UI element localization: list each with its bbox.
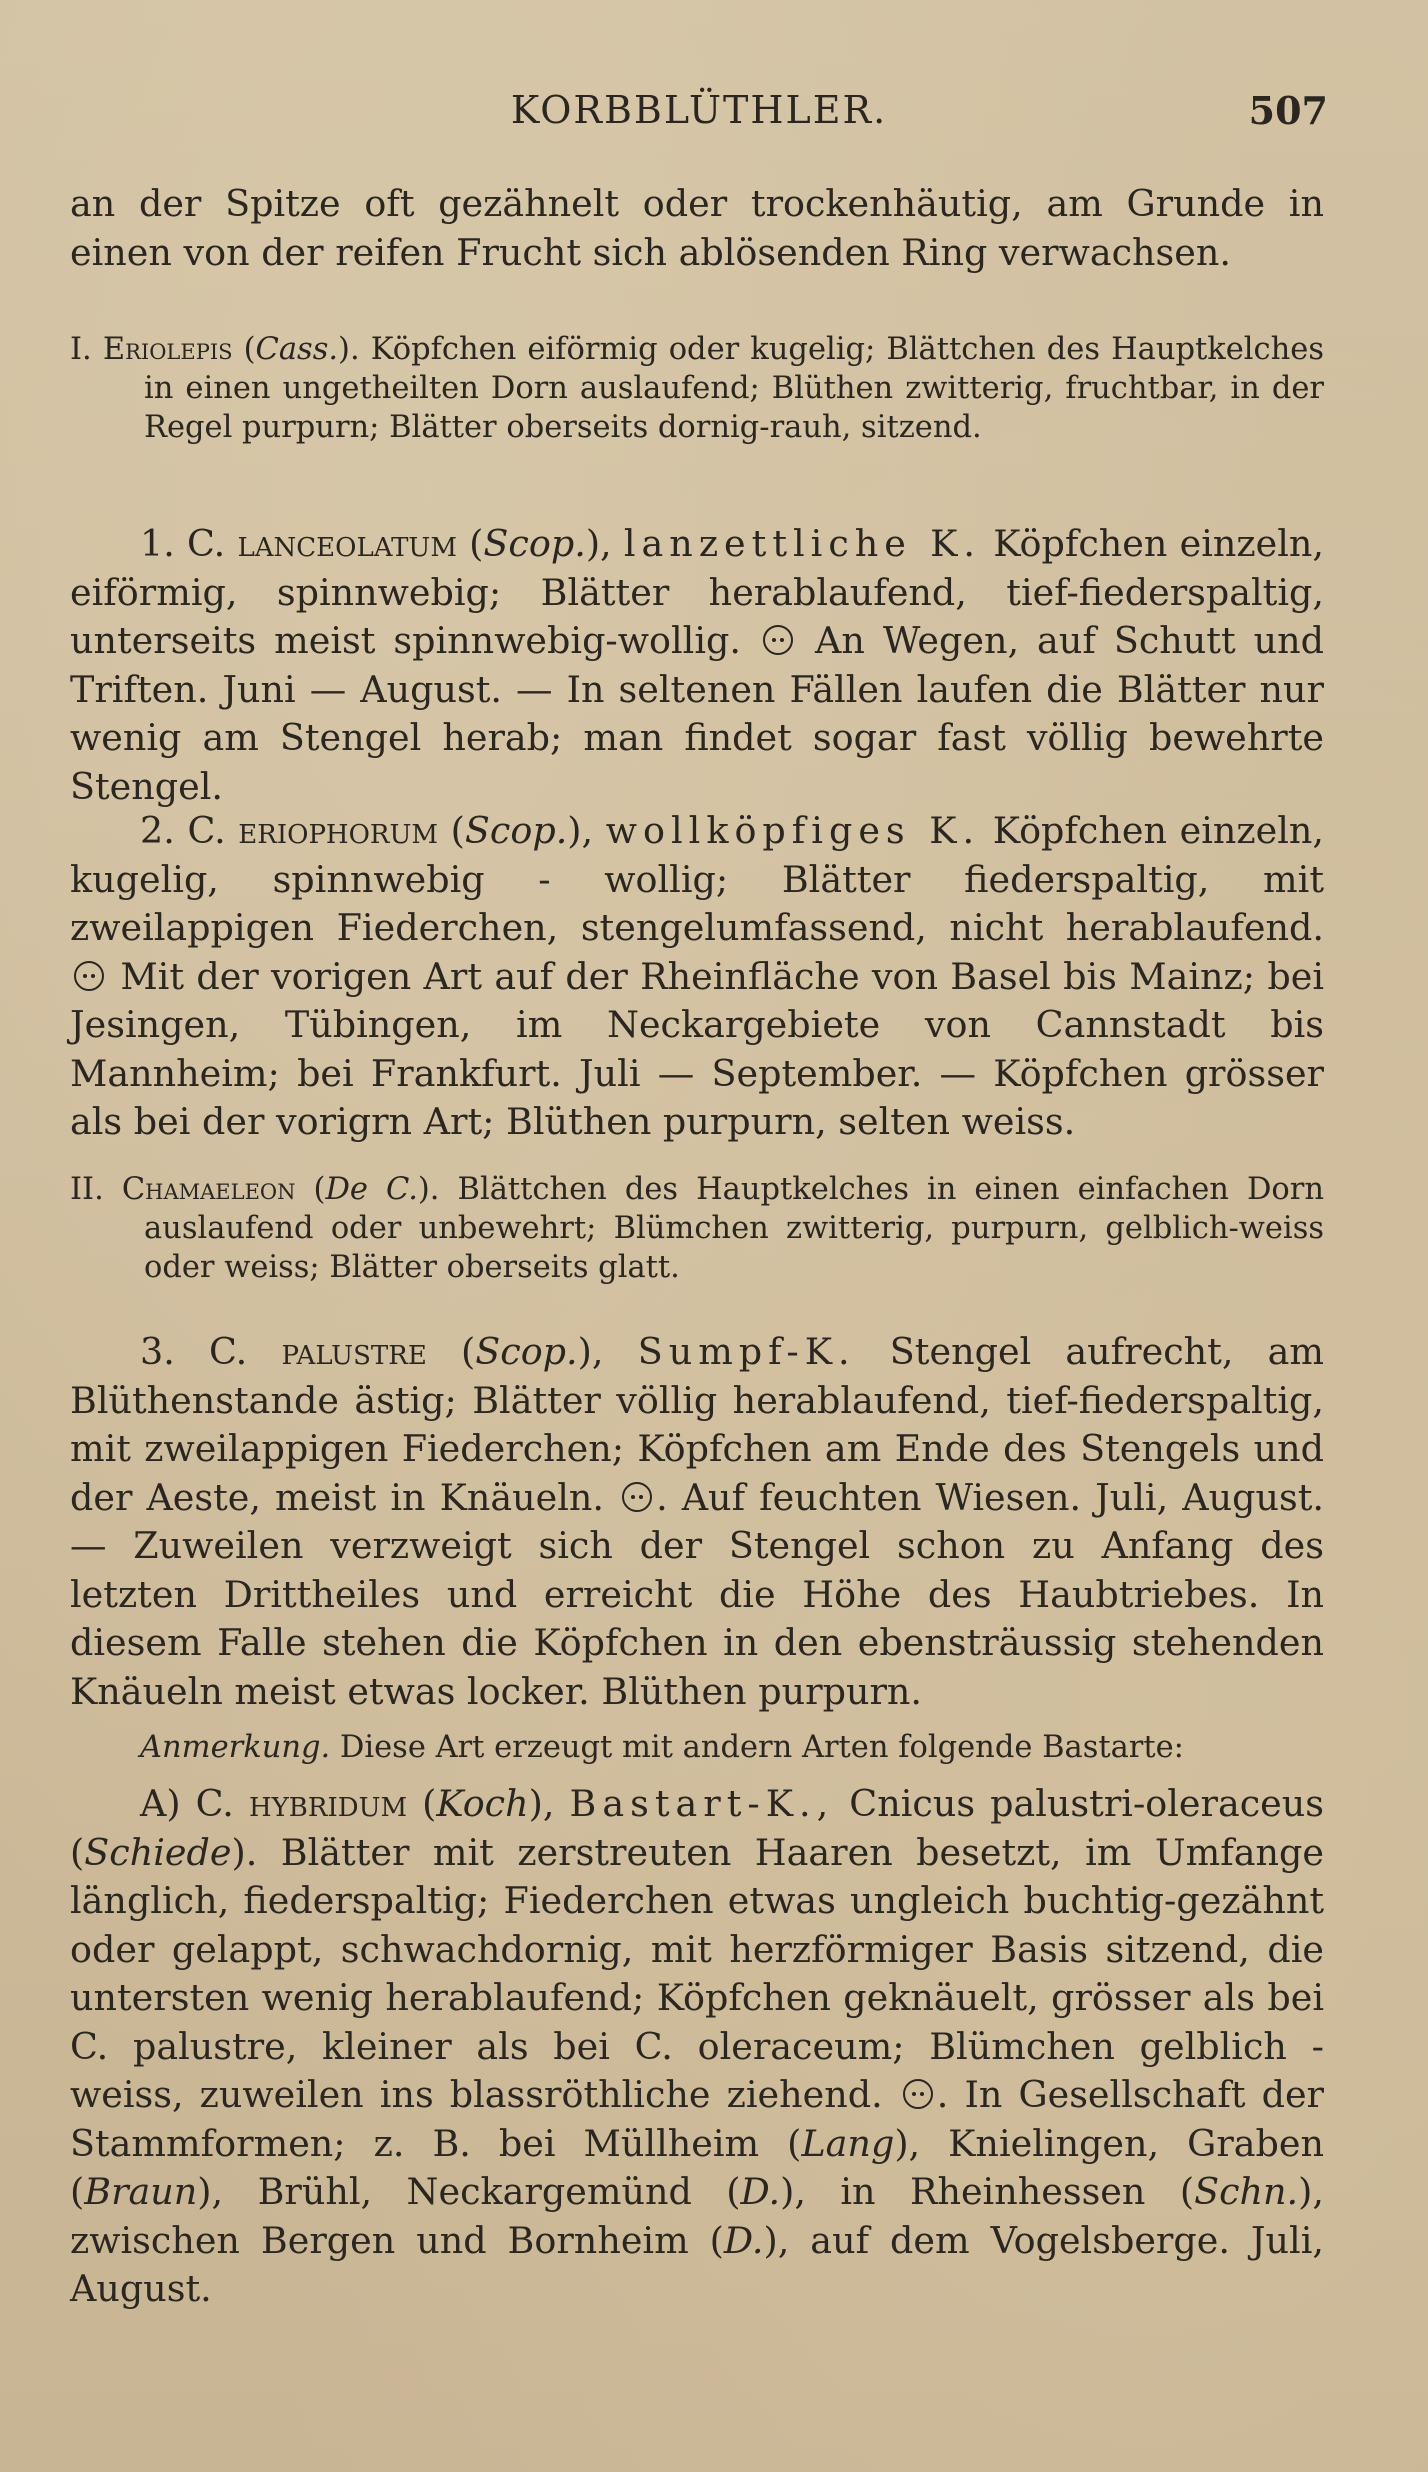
- species-2: [70, 807, 1324, 1147]
- hybrid-A-common: Bastart-K.,: [569, 1782, 835, 1825]
- circle-dot-symbol-icon: [903, 2079, 933, 2109]
- species-3-author: Scop.: [475, 1330, 578, 1373]
- species-1-text-b: An Wegen, auf Schutt und Triften. Juni — August. — In seltenen Fällen laufen die Blätter nur wenig am Stengel herab; man findet sogar fast völlig bewehrte Stengel.: [70, 619, 1324, 808]
- species-2-author: Scop.: [464, 809, 568, 852]
- hybrid-A-ref-braun: Braun: [84, 2170, 198, 2213]
- species-2-common: wollköpfiges K.: [605, 809, 981, 852]
- species-1-common: lanzettliche K.: [623, 522, 981, 565]
- species-1-paragraph: 1. C. lanceolatum (Scop.), lanzettliche K. Köpfchen einzeln, eiförmig, spinnwebig; Blätter herablaufend, tief-fiederspaltig, unterseits meist spinnwebig-wollig. An Wegen, auf Schutt und Triften. Juni — August. — In seltenen Fällen laufen die Blätter nur wenig am Stengel herab; man findet sogar fast völlig bewehrte Stengel.: [70, 522, 1324, 808]
- anmerkung-text: Diese Art erzeugt mit andern Arten folgende Bastarte:: [339, 1730, 1184, 1765]
- hybrid-A-synonym-author: Schiede: [84, 1830, 232, 1874]
- species-1-author: Scop.: [483, 522, 586, 565]
- section-I-author: Cass.: [255, 332, 339, 367]
- species-3-name: palustre: [281, 1330, 427, 1373]
- species-1-name: lanceolatum: [237, 522, 457, 565]
- hybrid-A-letter: A) C.: [140, 1782, 234, 1825]
- species-1: [70, 520, 1324, 811]
- hybrid-A-text-e: ), in Rheinhessen (: [780, 2170, 1195, 2213]
- species-2-text-a: Köpfchen einzeln, kugelig, spinnwebig - wollig; Blätter fiederspaltig, mit zweilappigen Fiederchen, stengelumfassend, nicht herablaufend.: [70, 809, 1324, 949]
- section-I-description: I. Eriolepis (Cass.). Köpfchen eiförmig oder kugelig; Blättchen des Hauptkelches in einen ungetheilten Dorn auslaufend; Blüthen zwitterig, fruchtbar, in der Regel purpurn; Blätter oberseits dornig-rauh, sitzend.: [70, 332, 1324, 445]
- hybrid-A-text-c: ), Knielingen, Graben (: [70, 2121, 1325, 2213]
- species-1-text-a: Köpfchen einzeln, eiförmig, spinnwebig; Blätter herablaufend, tief-fiederspaltig, unterseits meist spinnwebig-wollig.: [70, 522, 1324, 662]
- section-I: [70, 330, 1324, 447]
- species-3-common: Sumpf-K.: [637, 1330, 856, 1373]
- section-II: [70, 1170, 1324, 1287]
- page-header: [70, 88, 1328, 148]
- species-3-text-b: . Auf feuchten Wiesen. Juli, August. — Zuweilen verzweigt sich der Stengel schon zu Anfang des letzten Drittheiles und erreicht die Höhe des Haubtriebes. In diesem Falle stehen die Köpfchen in den ebensträussig stehenden Knäueln meist etwas locker. Blüthen purpurn.: [70, 1475, 1324, 1713]
- section-I-numeral: I.: [70, 332, 92, 367]
- species-2-paragraph: 2. C. eriophorum (Scop.), wollköpfiges K. Köpfchen einzeln, kugelig, spinnwebig - wollig; Blätter fiederspaltig, mit zweilappigen Fiederchen, stengelumfassend, nicht herablaufend. Mit der vorigen Art auf der Rheinfläche von Basel bis Mainz; bei Jesingen, Tübingen, im Neckargebiete von Cannstadt bis Mannheim; bei Frankfurt. Juli — September. — Köpfchen grösser als bei der vorigrn Art; Blüthen purpurn, selten weiss.: [70, 809, 1324, 1143]
- circle-dot-symbol-icon: [763, 625, 793, 655]
- hybrid-A-text-f: ), zwischen Bergen und Bornheim (: [70, 2170, 1324, 2262]
- hybrid-A-ref-lang: Lang: [801, 2121, 895, 2165]
- anmerkung-label: Anmerkung.: [140, 1730, 331, 1765]
- hybrid-A-name: hybridum: [248, 1782, 408, 1825]
- section-I-name: Eriolepis: [102, 332, 233, 367]
- circle-dot-symbol-icon: [622, 1482, 652, 1512]
- hybrid-A: [70, 1780, 1324, 2314]
- hybrid-A-ref-d1: D.: [740, 2170, 781, 2213]
- hybrid-A-author: Koch: [436, 1782, 529, 1825]
- hybrid-A-text-d: ), Brühl, Neckargemünd (: [197, 2170, 741, 2213]
- section-I-text: Köpfchen eiförmig oder kugelig; Blättchen des Hauptkelches in einen ungetheilten Dorn auslaufend; Blüthen zwitterig, fruchtbar, in der Regel purpurn; Blätter oberseits dornig-rauh, sitzend.: [144, 332, 1324, 445]
- intro-paragraph: [70, 180, 1324, 277]
- species-2-name: eriophorum: [238, 809, 439, 852]
- hybrid-A-text-a: ). Blätter mit zerstreuten Haaren besetzt, im Umfange länglich, fiederspaltig; Fiederchen etwas ungleich buchtig-gezähnt oder gelappt, schwachdornig, mit herzförmiger Basis sitzend, die untersten wenig herablaufend; Köpfchen geknäuelt, grösser als bei C. palustre, kleiner als bei C. oleraceum; Blümchen gelblich - weiss, zuweilen ins blassröthliche ziehend.: [70, 1830, 1324, 2116]
- running-title: KORBBLÜTHLER.: [510, 88, 888, 132]
- section-II-name: Chamaeleon: [121, 1172, 296, 1207]
- species-3-paragraph: 3. C. palustre (Scop.), Sumpf-K. Stengel aufrecht, am Blüthenstande ästig; Blätter völlig herablaufend, tief-fiederspaltig, mit zweilappigen Fiederchen; Köpfchen am Ende des Stengels und der Aeste, meist in Knäueln. . Auf feuchten Wiesen. Juli, August. — Zuweilen verzweigt sich der Stengel schon zu Anfang des letzten Drittheiles und erreicht die Höhe des Haubtriebes. In diesem Falle stehen die Köpfchen in den ebensträussig stehenden Knäueln meist etwas locker. Blüthen purpurn.: [70, 1330, 1325, 1713]
- species-1-number: 1. C.: [140, 522, 226, 565]
- hybrid-A-synonym-pre: Cnicus palustri-oleraceus (: [70, 1782, 1325, 1874]
- species-3: [70, 1328, 1324, 1716]
- anmerkung-paragraph: [70, 1728, 1324, 1767]
- species-3-text-a: Stengel aufrecht, am Blüthenstande ästig; Blätter völlig herablaufend, tief-fiederspaltig, mit zweilappigen Fiederchen; Köpfchen am Ende des Stengels und der Aeste, meist in Knäueln.: [70, 1330, 1325, 1519]
- anmerkung: [70, 1728, 1324, 1767]
- species-2-text-b: Mit der vorigen Art auf der Rheinfläche von Basel bis Mainz; bei Jesingen, Tübingen, im Neckargebiete von Cannstadt bis Mannheim; bei Frankfurt. Juli — September. — Köpfchen grösser als bei der vorigrn Art; Blüthen purpurn, selten weiss.: [70, 954, 1324, 1143]
- hybrid-A-ref-schn: Schn.: [1194, 2170, 1299, 2213]
- hybrid-A-text-g: ), auf dem Vogelsberge. Juli, August.: [70, 2218, 1324, 2310]
- species-2-number: 2. C.: [140, 809, 226, 852]
- section-II-numeral: II.: [70, 1172, 104, 1207]
- circle-dot-symbol-icon: [74, 961, 104, 991]
- section-II-text: Blättchen des Hauptkelches in einen einfachen Dorn auslaufend oder unbewehrt; Blümchen zwitterig, purpurn, gelblich-weiss oder weiss; Blätter oberseits glatt.: [144, 1172, 1324, 1285]
- intro-text: an der Spitze oft gezähnelt oder trockenhäutig, am Grunde in einen von der reifen Frucht sich ablösenden Ring verwachsen.: [70, 182, 1324, 274]
- page-number: 507: [1248, 88, 1328, 133]
- hybrid-A-ref-d2: D.: [723, 2218, 764, 2262]
- hybrid-A-text-b: . In Gesellschaft der Stammformen; z. B. bei Müllheim (: [70, 2073, 1324, 2165]
- section-II-description: II. Chamaeleon (De C.). Blättchen des Hauptkelches in einen einfachen Dorn auslaufend oder unbewehrt; Blümchen zwitterig, purpurn, gelblich-weiss oder weiss; Blätter oberseits glatt.: [70, 1172, 1324, 1285]
- hybrid-A-paragraph: A) C. hybridum (Koch), Bastart-K., Cnicus palustri-oleraceus (Schiede). Blätter mit zerstreuten Haaren besetzt, im Umfange länglich, fiederspaltig; Fiederchen etwas ungleich buchtig-gezähnt oder gelappt, schwachdornig, mit herzförmiger Basis sitzend, die untersten wenig herablaufend; Köpfchen geknäuelt, grösser als bei C. palustre, kleiner als bei C. oleraceum; Blümchen gelblich - weiss, zuweilen ins blassröthliche ziehend. . In Gesellschaft der Stammformen; z. B. bei Müllheim (Lang), Knielingen, Graben (Braun), Brühl, Neckargemünd (D.), in Rheinhessen (Schn.), zwischen Bergen und Bornheim (D.), auf dem Vogelsberge. Juli, August.: [70, 1782, 1325, 2310]
- section-II-author: De C.: [325, 1172, 418, 1207]
- species-3-number: 3. C.: [140, 1330, 248, 1373]
